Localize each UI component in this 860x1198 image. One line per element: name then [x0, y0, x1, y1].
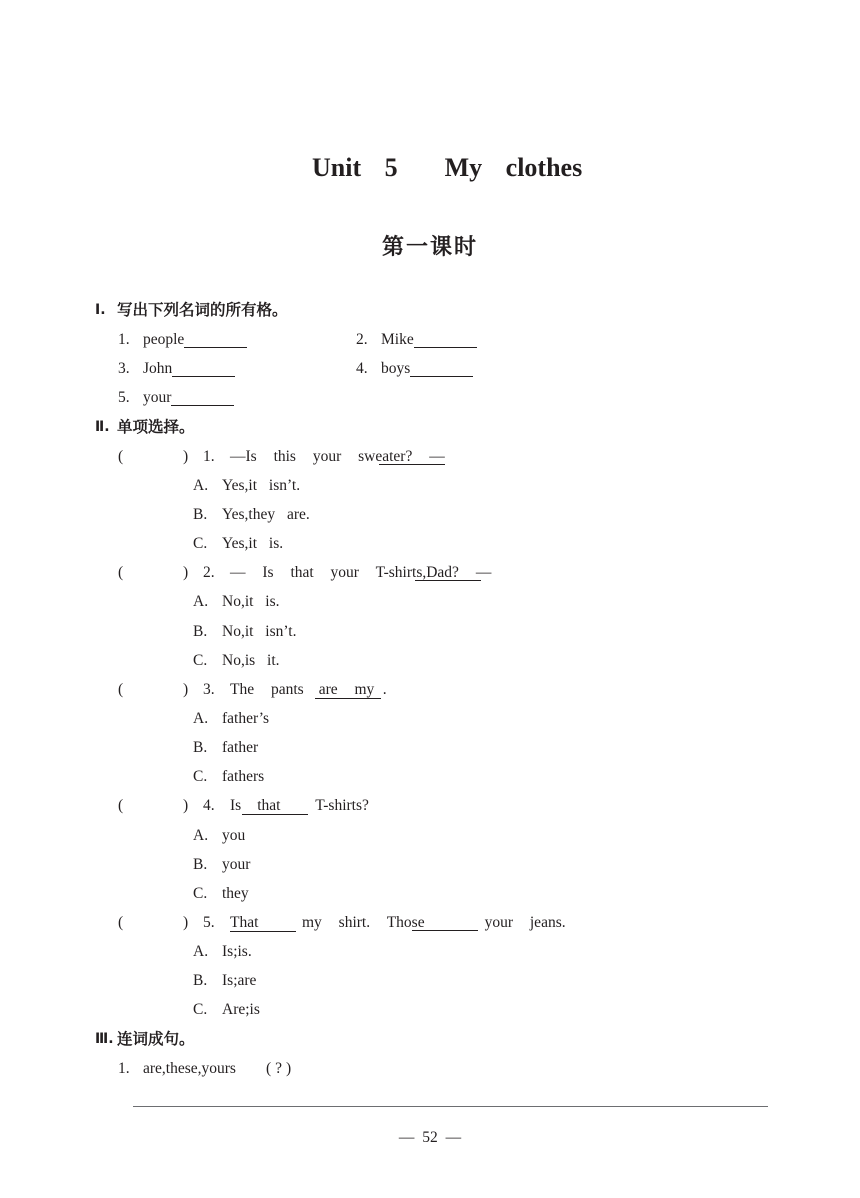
item-number: 2. [356, 331, 368, 349]
stem-text-before: The pants [230, 680, 304, 698]
option-row [0, 995, 860, 1024]
section-instruction: 写出下列名词的所有格。 [117, 301, 288, 319]
option-text: Yes,it is. [222, 535, 284, 553]
item-word: your [143, 389, 172, 407]
answer-bracket-close: ) [183, 913, 189, 931]
option-text: No,it is. [222, 593, 280, 611]
option-text: you [222, 826, 246, 844]
question-row [0, 442, 860, 471]
answer-bracket-close: ) [183, 797, 189, 815]
section-1-heading [0, 296, 860, 325]
option-letter: B. [193, 505, 208, 523]
fill-in-blank [184, 347, 247, 348]
answer-blank [415, 580, 481, 581]
question-row [0, 558, 860, 587]
unit-title-number: Unit 5 [312, 153, 398, 182]
option-text: Yes,it isn’t. [222, 476, 301, 494]
option-text: your [222, 855, 251, 873]
option-row [0, 529, 860, 558]
option-row [0, 850, 860, 879]
stem-text-after: your jeans. [484, 913, 566, 931]
option-row [0, 937, 860, 966]
item-word: Mike [381, 331, 414, 349]
question-stem [230, 442, 445, 471]
unit-title [312, 151, 582, 185]
exercise-row [0, 1054, 860, 1083]
fill-in-blank [414, 347, 477, 348]
option-row [0, 500, 860, 529]
stem-text-middle: my shirt. Those [302, 913, 425, 931]
answer-blank: That [230, 914, 296, 932]
option-letter: C. [193, 1001, 208, 1019]
option-letter: B. [193, 855, 208, 873]
option-text: fathers [222, 768, 265, 786]
stem-text-before: Is [230, 797, 242, 815]
item-number: 4. [356, 360, 368, 378]
option-letter: B. [193, 622, 208, 640]
stem-text-after: . [382, 680, 387, 698]
answer-bracket-open: ( [118, 797, 124, 815]
exercise-item [118, 354, 235, 383]
question-row [0, 675, 860, 704]
section-instruction: 单项选择。 [117, 417, 195, 436]
section-instruction: 连词成句。 [117, 1029, 195, 1048]
option-text: No,is it. [222, 651, 280, 669]
option-letter: C. [193, 535, 208, 553]
exercise-item [356, 325, 477, 354]
answer-bracket-close: ) [183, 680, 189, 698]
option-letter: A. [193, 476, 209, 494]
question-number: 4. [203, 797, 215, 815]
exercise-item [118, 325, 247, 354]
option-row [0, 762, 860, 791]
option-row [0, 821, 860, 850]
punctuation-hint: (?) [266, 1059, 296, 1077]
question-number: 5. [203, 913, 215, 931]
answer-bracket-open: ( [118, 913, 124, 931]
question-number: 1. [203, 447, 215, 465]
page-number: — 52 — [398, 1129, 462, 1146]
answer-blank [412, 930, 478, 931]
item-number: 1. [118, 331, 130, 349]
section-2-heading [0, 413, 860, 442]
fill-in-blank [171, 405, 234, 406]
question-stem [230, 791, 369, 820]
option-letter: B. [193, 972, 208, 990]
exercise-row [0, 325, 860, 354]
option-row [0, 704, 860, 733]
option-letter: C. [193, 884, 208, 902]
item-number: 3. [118, 360, 130, 378]
lesson-title: 第一课时 [381, 235, 478, 260]
option-row [0, 733, 860, 762]
answer-bracket-open: ( [118, 680, 124, 698]
answer-blank [379, 464, 445, 465]
option-letter: A. [193, 709, 209, 727]
item-word: boys [381, 360, 411, 378]
fill-in-blank [172, 376, 235, 377]
option-row [0, 471, 860, 500]
question-stem [230, 908, 566, 937]
section-numeral: Ⅰ. [95, 302, 106, 318]
question-number: 3. [203, 680, 215, 698]
option-row [0, 966, 860, 995]
option-text: No,it isn’t. [222, 622, 297, 640]
exercise-item [356, 354, 473, 383]
option-letter: A. [193, 593, 209, 611]
exercise-row [0, 354, 860, 383]
question-row [0, 908, 860, 937]
question-row [0, 791, 860, 820]
stem-text-after: T-shirts? [315, 797, 369, 815]
scrambled-words: are,these,yours [143, 1059, 236, 1077]
question-stem [230, 558, 492, 587]
option-text: Is;is. [222, 943, 252, 961]
section-3-heading [0, 1025, 860, 1054]
question-stem [230, 675, 387, 704]
answer-bracket-open: ( [118, 564, 124, 582]
answer-bracket-close: ) [183, 564, 189, 582]
fill-in-blank [410, 376, 473, 377]
item-word: people [143, 331, 185, 349]
option-row [0, 617, 860, 646]
option-row [0, 646, 860, 675]
answer-blank: are my [315, 681, 381, 699]
item-number: 1. [118, 1059, 130, 1077]
unit-title-topic: My clothes [444, 153, 583, 182]
question-number: 2. [203, 564, 215, 582]
section-numeral: Ⅲ. [95, 1030, 114, 1047]
stem-text: —Is this your sweater? — [230, 447, 445, 465]
option-letter: A. [193, 943, 209, 961]
option-text: father [222, 739, 259, 757]
exercise-item [118, 383, 234, 412]
answer-blank: that [242, 797, 308, 815]
option-text: Are;is [222, 1001, 260, 1019]
section-numeral: Ⅱ. [95, 418, 110, 435]
worksheet-body [0, 296, 860, 1083]
option-letter: C. [193, 768, 208, 786]
option-text: Is;are [222, 972, 257, 990]
option-row [0, 879, 860, 908]
answer-bracket-close: ) [183, 447, 189, 465]
option-letter: A. [193, 826, 209, 844]
item-number: 5. [118, 389, 130, 407]
item-word: John [143, 360, 173, 378]
exercise-row [0, 383, 860, 412]
footer-divider [133, 1106, 768, 1107]
stem-text: — Is that your T-shirts,Dad? — [230, 564, 492, 582]
option-row [0, 587, 860, 616]
option-text: father’s [222, 709, 270, 727]
option-letter: C. [193, 651, 208, 669]
option-text: Yes,they are. [222, 505, 310, 523]
option-text: they [222, 884, 249, 902]
answer-bracket-open: ( [118, 447, 124, 465]
option-letter: B. [193, 739, 208, 757]
